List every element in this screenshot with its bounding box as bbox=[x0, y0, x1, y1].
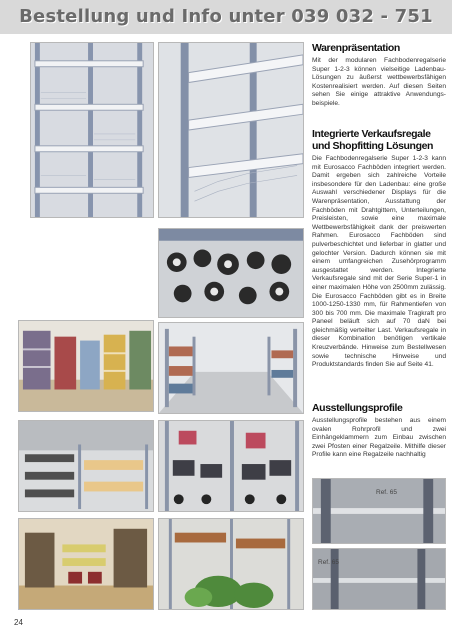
photo-shelving-closeup bbox=[158, 42, 304, 218]
photo-stroller-display bbox=[158, 420, 304, 512]
page-header-banner bbox=[0, 0, 452, 34]
photo-hanging-cookware bbox=[158, 228, 304, 318]
photo-clothing-store bbox=[18, 518, 154, 610]
section-body: Ausstellungsprofile bestehen aus einem ovalen Rohrprofil und zwei Einhängeklammern zum Einbau zwischen zwei Pfosten einer Regalzeile. Mithilfe dieser Profile kann eine Regalzeile nachhaltig bbox=[312, 417, 446, 459]
section-body: Mit der modularen Fachbodenregalserie Super 1-2-3 können vielseitige Ladenbau-Lösungen zu äußerst wettbewerbsfähigen Kostenrealisiert werden. Auf diesen Seiten sehen Sie einige attraktive Anwendungs-beispiele. bbox=[312, 57, 446, 107]
section-warenpraesentation bbox=[312, 42, 446, 109]
section-verkaufsregale bbox=[312, 128, 446, 370]
section-ausstellungsprofile bbox=[312, 402, 446, 460]
ref-label-2: Ref. 65 bbox=[318, 559, 339, 566]
photo-display-profile-ref-1 bbox=[312, 478, 446, 544]
section-heading: Warenpräsentation bbox=[312, 42, 400, 54]
photo-garden-plants bbox=[158, 518, 304, 610]
photo-shelving-empty bbox=[30, 42, 154, 218]
photo-store-interior-colorful bbox=[18, 320, 154, 412]
page-number: 24 bbox=[14, 618, 23, 627]
section-heading: Integrierte Verkaufsregale und Shopfitting Lösungen bbox=[312, 128, 434, 152]
section-body: Die Fachbodenregalserie Super 1-2-3 kann mit Eurosacco Fachböden integriert werden. Damit ergeben sich zahlreiche Vorteile insbesondere für den Ladenbau: eine große Auswahl verschiedener Displays für die Warenpräsentation, Ausstattung der Fachböden mit Drahtgittern, Unterteilungen, Preisleisten, sowie eine maximale Wettbewerbsfähigkeit dank der preiswerten Rahmen. Eurosacco Fachböden sind pulverbeschichtet und lieferbar in glatter und gelochter Version. Dadurch können sie mit einem umfangreichen Zusehörprogramm ausgestattet werden. Integrierte Verkaufsregale sind mit der Serie Super-1 in einer maximalen Höhe von 2500mm zulässig. Die Eurosacco Fachböden gibt es in Breite 1000-1250-1330 mm, für Rahmentiefen von 300 bis 700 mm. Die maximale Tragkraft pro Paneel beläuft sich auf 70 daN bei gleichmäßig verteilter Last. Verkaufsregale in dieser Kombination benötigen vertikale Kreuzverbände. Hinweise zum Bestellwesen sowie technische Hinweise und Produktstandards finden Sie auf Seite 41. bbox=[312, 155, 446, 369]
page-header-title: Bestellung und Info unter 039 032 - 751 bbox=[19, 6, 433, 27]
ref-label-1: Ref. 65 bbox=[376, 489, 397, 496]
section-heading: Ausstellungsprofile bbox=[312, 402, 403, 414]
photo-display-profile-ref-2 bbox=[312, 548, 446, 610]
photo-kitchenware-display bbox=[18, 420, 154, 512]
photo-store-aisles bbox=[158, 322, 304, 414]
